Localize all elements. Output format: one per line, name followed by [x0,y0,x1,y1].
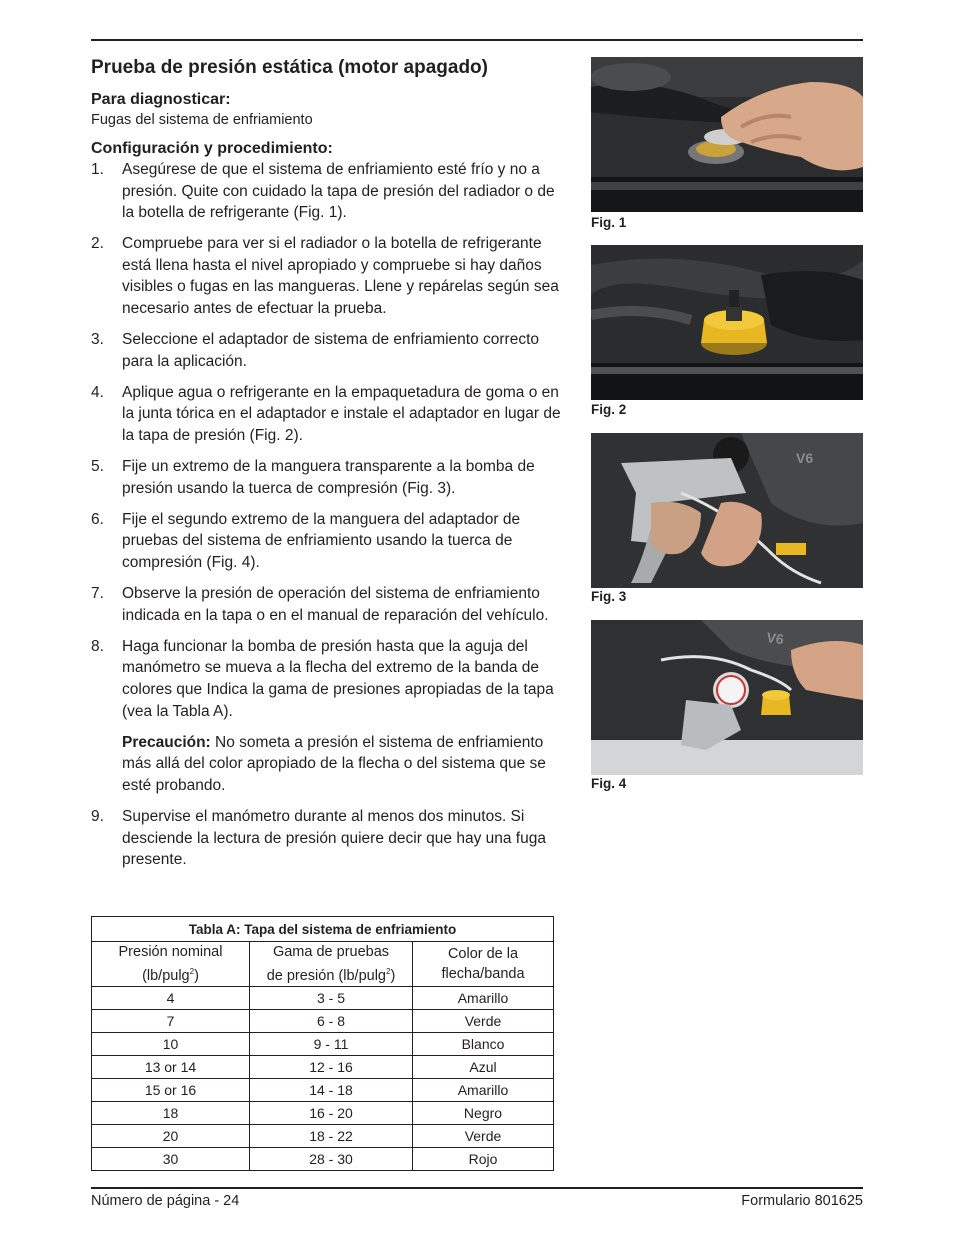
diagnose-heading: Para diagnosticar: [91,91,231,108]
caution-note [122,732,561,797]
figure-4-label: Fig. 4 [591,776,627,791]
table-row: 13 or 14 12 - 16 Azul [92,1056,554,1079]
caution-label: Precaución: [122,733,211,751]
table-row: 18 16 - 20 Negro [92,1102,554,1125]
diagnose-text: Fugas del sistema de enfriamiento [91,112,313,128]
table-row: 15 or 16 14 - 18 Amarillo [92,1079,554,1102]
table-caption: Tabla A: Tapa del sistema de enfriamiento [92,917,554,942]
step-item: 2. Compruebe para ver si el radiador o la botella de refrigerante está llena hasta el nivel apropiado y compruebe si hay daños visibles o fugas en las mangueras. Llene y repárelas según sea necesario antes de efectuar la prueba. [91,235,559,318]
step-item: 1. Asegúrese de que el sistema de enfriamiento esté frío y no a presión. Quite con cuidado la tapa de presión del radiador o de la botella de refrigerante (Fig. 1). [91,161,555,222]
pressure-table [91,916,554,1171]
page-title: Prueba de presión estática (motor apagado) [91,57,488,78]
table-row: 20 18 - 22 Verde [92,1125,554,1148]
figure-2-label: Fig. 2 [591,402,627,417]
figure-3-photo [591,433,863,588]
step-item: 4. Aplique agua o refrigerante en la empaquetadura de goma o en la junta tórica en el adaptador e instale el adaptador en lugar de la tapa de presión (Fig. 2). [91,383,561,445]
procedure-steps [91,159,561,871]
step-item: 7. Observe la presión de operación del sistema de enfriamiento indicada en la tapa o en el manual de reparación del vehículo. [91,585,549,624]
form-number: Formulario 801625 [741,1193,863,1209]
engine-badge: V6 [796,450,814,466]
step-item: 9. Supervise el manómetro durante al menos dos minutos. Si desciende la lectura de presión quiere decir que hay una fuga presente. [91,807,546,869]
table-header: Gama de pruebas de presión (lb/pulg$^2$) [250,942,413,987]
main-column [91,56,561,880]
engine-badge: V6 [765,629,785,648]
figure-3-label: Fig. 3 [591,589,627,604]
table-row: 30 28 - 30 Rojo [92,1148,554,1171]
bottom-rule [91,1187,863,1189]
table-row: 7 6 - 8 Verde [92,1010,554,1033]
figure-1-label: Fig. 1 [591,215,627,230]
step-item: 5. Fije un extremo de la manguera transparente a la bomba de presión usando la tuerca de compresión (Fig. 3). [91,458,535,497]
procedure-heading: Configuración y procedimiento: [91,140,333,157]
figure-1-photo [591,57,863,212]
top-rule [91,39,863,41]
table-row: 4 3 - 5 Amarillo [92,987,554,1010]
page-number: Número de página - 24 [91,1193,240,1209]
step-item: 6. Fije el segundo extremo de la manguera del adaptador de pruebas del sistema de enfriamiento usando la tuerca de compresión (Fig. 4). [91,510,521,571]
table-header: Presión nominal (lb/pulg$^2$) [92,942,250,987]
table-row: 10 9 - 11 Blanco [92,1033,554,1056]
step-item: 3. Seleccione el adaptador de sistema de enfriamiento correcto para la aplicación. [91,331,540,370]
caution-text: No someta a presión el sistema de enfriamiento más allá del color apropiado de la flecha o del sistema que se esté probando. [122,733,546,794]
step-item: 8. Haga funcionar la bomba de presión hasta que la aguja del manómetro se mueva a la flecha del extremo de la banda de colores que Indica la gama de presiones apropiadas de la tapa (vea la Tabla A). [91,637,554,720]
figure-4-photo [591,620,863,775]
table-header: Color de la flecha/banda [413,942,554,987]
figure-2-photo [591,245,863,400]
